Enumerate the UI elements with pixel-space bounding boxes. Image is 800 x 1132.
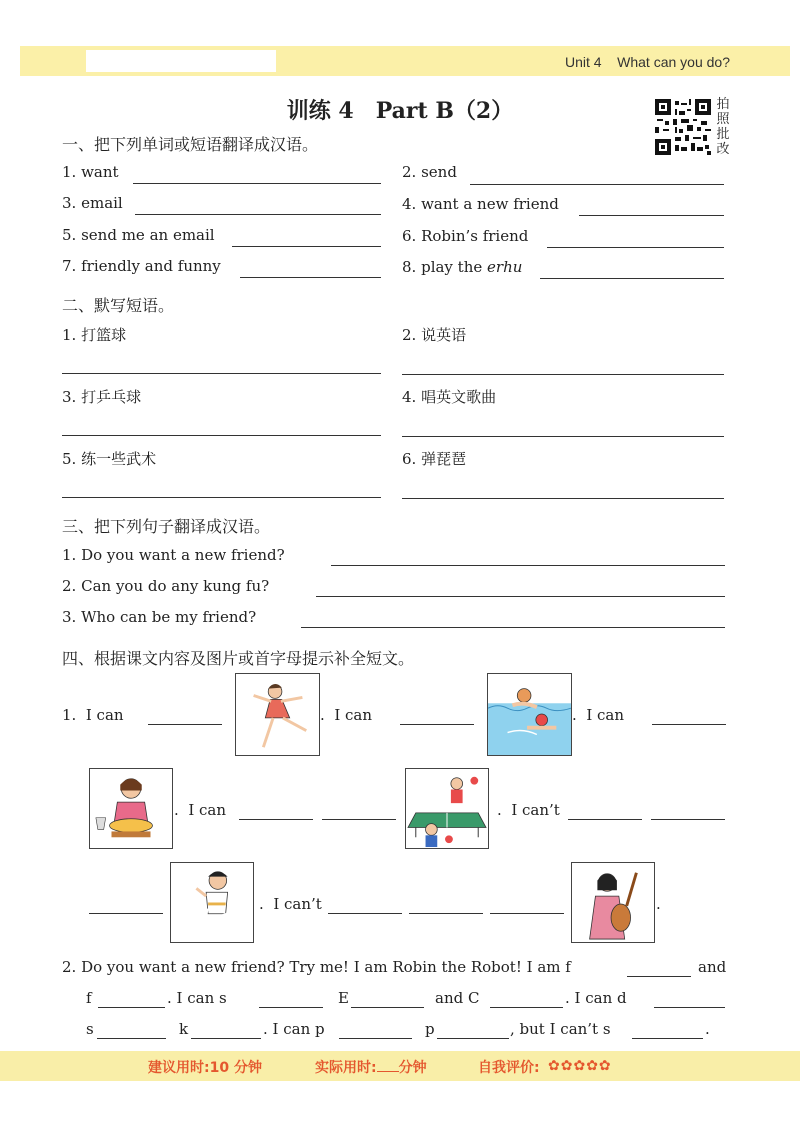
s4-q1-i-can-4: . I can <box>174 801 227 819</box>
s2-answer-line-6[interactable] <box>402 498 724 499</box>
s3-answer-line-1[interactable] <box>331 565 725 566</box>
s4-q2-blank-C[interactable] <box>490 1007 563 1008</box>
s4-q2-l3-p: p <box>425 1020 435 1038</box>
actual-time: 实际用时: 分钟 <box>315 1060 427 1076</box>
s4-blank-cook-1[interactable] <box>239 819 313 820</box>
suggested-time: 建议用时:10 分钟 <box>148 1060 262 1076</box>
s4-q2-l3-k: k <box>179 1020 189 1038</box>
s1-answer-line-8[interactable] <box>540 278 724 279</box>
s2-answer-line-4[interactable] <box>402 436 724 437</box>
s1-answer-line-6[interactable] <box>547 247 724 248</box>
s4-q2-l2-f: f <box>86 989 92 1007</box>
s4-q2-blank-d[interactable] <box>654 1007 725 1008</box>
s4-q2-blank-k[interactable] <box>191 1038 261 1039</box>
qr-label-char: 批 <box>716 127 730 142</box>
s4-q1-i-can-3: . I can <box>572 706 625 724</box>
s2-answer-line-5[interactable] <box>62 497 381 498</box>
s1-answer-line-1[interactable] <box>133 183 381 184</box>
s4-q2-blank-f2[interactable] <box>98 1007 165 1008</box>
cooking-girl-picture <box>89 768 173 849</box>
s1-item-1: 1. want <box>62 163 119 181</box>
section4-heading: 四、根据课文内容及图片或首字母提示补全短文。 <box>62 649 415 668</box>
s4-q2-l3-ican: . I can p <box>263 1020 325 1038</box>
s4-q2-blank-s3[interactable] <box>632 1038 703 1039</box>
s4-q1-i-can-2: . I can <box>320 706 373 724</box>
s1-item-3: 3. email <box>62 194 123 212</box>
s1-item-7: 7. friendly and funny <box>62 257 221 275</box>
s1-answer-line-3[interactable] <box>135 214 381 215</box>
kung-fu-boy-picture <box>170 862 254 943</box>
s1-item-4: 4. want a new friend <box>402 195 559 213</box>
section1-heading: 一、把下列单词或短语翻译成汉语。 <box>62 135 319 154</box>
s4-q2-blank-f1[interactable] <box>627 976 691 977</box>
s2-answer-line-1[interactable] <box>62 373 381 374</box>
qr-code-icon[interactable] <box>655 99 711 155</box>
s1-answer-line-4[interactable] <box>579 215 724 216</box>
qr-label <box>713 97 733 157</box>
s4-row3-end-period: . <box>656 895 661 913</box>
s3-answer-line-3[interactable] <box>301 627 725 628</box>
s2-item-2: 2. 说英语 <box>402 326 467 344</box>
s4-blank-row1-end[interactable] <box>652 724 726 725</box>
s4-blank-kungfu-1[interactable] <box>328 913 402 914</box>
s2-item-4: 4. 唱英文歌曲 <box>402 388 497 406</box>
qr-label-char: 照 <box>716 112 730 127</box>
section3-heading: 三、把下列句子翻译成汉语。 <box>62 517 271 536</box>
s4-q2-blank-p2[interactable] <box>437 1038 509 1039</box>
s4-blank-pingpong-2[interactable] <box>651 819 725 820</box>
s4-q2-blank-E[interactable] <box>351 1007 424 1008</box>
s4-q1-i-cant-2: . I can’t <box>259 895 322 913</box>
s4-blank-pingpong-1[interactable] <box>568 819 642 820</box>
s2-item-6: 6. 弹琵琶 <box>402 450 467 468</box>
s4-q2-line1: 2. Do you want a new friend? Try me! I am Robin the Robot! I am f <box>62 958 571 976</box>
s1-item-6: 6. Robin’s friend <box>402 227 529 245</box>
s4-q2-l2-ican: . I can s <box>167 989 227 1007</box>
s3-item-2: 2. Can you do any kung fu? <box>62 577 270 595</box>
s4-q2-l2-ican2: . I can d <box>565 989 627 1007</box>
s3-item-3: 3. Who can be my friend? <box>62 608 257 626</box>
unit-label: Unit 4 <box>565 54 602 70</box>
pipa-player-picture <box>571 862 655 943</box>
s4-blank-row3-start[interactable] <box>89 913 163 914</box>
s4-q2-blank-s2[interactable] <box>97 1038 166 1039</box>
s4-blank-kungfu-3[interactable] <box>490 913 564 914</box>
s4-q2-l2-and-C: and C <box>435 989 480 1007</box>
s1-item-2: 2. send <box>402 163 457 181</box>
s2-answer-line-2[interactable] <box>402 374 724 375</box>
s3-item-1: 1. Do you want a new friend? <box>62 546 285 564</box>
s2-answer-line-3[interactable] <box>62 435 381 436</box>
s4-q2-l3-end: . <box>705 1020 710 1038</box>
swimming-kids-picture <box>487 673 572 756</box>
qr-label-char: 拍 <box>716 97 730 112</box>
s4-q1-i-cant-1: . I can’t <box>497 801 560 819</box>
s4-q2-l3-s: s <box>86 1020 94 1038</box>
self-evaluation: 自我评价: <box>478 1060 540 1076</box>
s3-answer-line-2[interactable] <box>316 596 725 597</box>
s1-answer-line-2[interactable] <box>470 184 724 185</box>
s4-blank-swim[interactable] <box>400 724 474 725</box>
s2-item-3: 3. 打乒乓球 <box>62 388 142 406</box>
s4-blank-cook-2[interactable] <box>322 819 396 820</box>
unit-title: What can you do? <box>617 54 730 70</box>
s4-q2-l2-E: E <box>338 989 349 1007</box>
s4-q2-l3-but: , but I can’t s <box>510 1020 611 1038</box>
rating-stars[interactable]: ✿✿✿✿✿ <box>548 1057 612 1073</box>
header-blank-area <box>86 50 276 72</box>
section2-heading: 二、默写短语。 <box>62 296 175 315</box>
s1-item-5: 5. send me an email <box>62 226 215 244</box>
s1-item-8: 8. play the erhu <box>402 258 523 276</box>
s4-blank-dance[interactable] <box>148 724 222 725</box>
s4-q1-i-can-1: 1. I can <box>62 706 124 724</box>
s1-answer-line-5[interactable] <box>232 246 381 247</box>
s1-answer-line-7[interactable] <box>240 277 381 278</box>
dancing-girl-picture <box>235 673 320 756</box>
unit-header <box>565 54 730 70</box>
ping-pong-players-picture <box>405 768 489 849</box>
s4-q2-and-1: and <box>698 958 727 976</box>
s2-item-5: 5. 练一些武术 <box>62 450 157 468</box>
qr-label-char: 改 <box>716 142 730 157</box>
s4-q2-blank-s1[interactable] <box>259 1007 323 1008</box>
page-title: 训练 4 Part B（2） <box>286 98 514 124</box>
s4-blank-kungfu-2[interactable] <box>409 913 483 914</box>
s2-item-1: 1. 打篮球 <box>62 326 127 344</box>
s4-q2-blank-p1[interactable] <box>339 1038 412 1039</box>
